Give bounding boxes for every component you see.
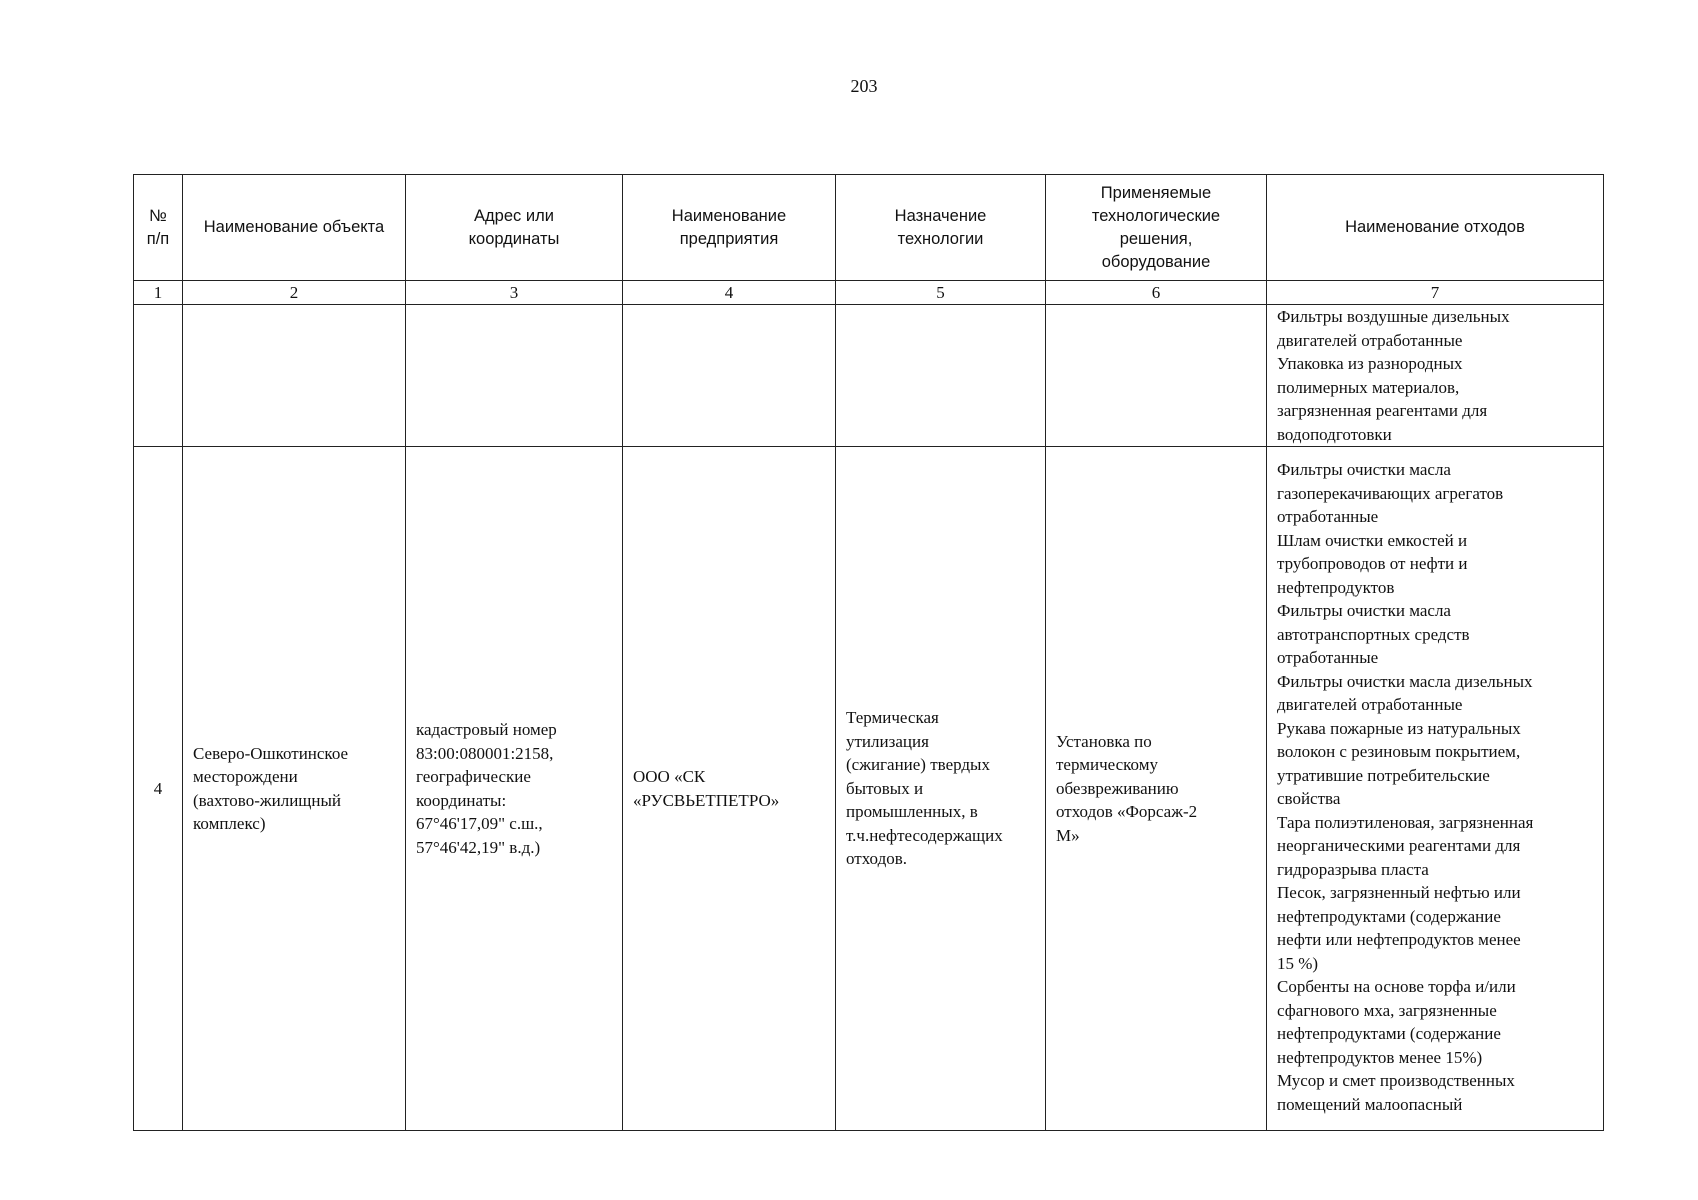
text-line: Установка по <box>1056 731 1152 751</box>
text-line: 83:00:080001:2158, <box>416 743 554 763</box>
equipment <box>1046 447 1267 1131</box>
table-row-continued <box>134 305 1604 447</box>
text-line: водоподготовки <box>1277 424 1392 444</box>
text-line: утратившие потребительские <box>1277 765 1490 785</box>
empty-cell <box>836 305 1046 447</box>
text-line: Фильтры очистки масла <box>1277 601 1451 620</box>
header-cell-number <box>134 175 183 281</box>
header-text <box>836 205 1045 251</box>
column-number: 1 <box>134 281 183 305</box>
header-row <box>134 175 1604 281</box>
text-line: Сорбенты на основе торфа и/или <box>1277 977 1516 996</box>
header-text <box>1046 182 1266 274</box>
text-line: Северо-Ошкотинское <box>193 743 349 763</box>
waste-list <box>1267 447 1604 1131</box>
column-number: 4 <box>623 281 836 305</box>
text-line: сфагнового мха, загрязненные <box>1277 1000 1497 1020</box>
text-line: нефтепродуктами (содержание <box>1277 906 1501 926</box>
enterprise-name <box>623 447 836 1131</box>
header-cell-enterprise <box>623 175 836 281</box>
header-line: Наименование отходов <box>1345 218 1525 236</box>
text-line: (сжигание) твердых <box>846 755 990 775</box>
text-line: Фильтры очистки масла дизельных <box>1277 671 1533 691</box>
header-cell-purpose <box>836 175 1046 281</box>
text-line: нефти или нефтепродуктов менее <box>1277 930 1521 949</box>
empty-cell <box>134 305 183 447</box>
text-line: 57°46'42,19" в.д.) <box>416 837 541 857</box>
waste-facilities-table <box>133 174 1604 1131</box>
header-line: предприятия <box>679 229 779 248</box>
text-line: нефтепродуктов менее 15%) <box>1277 1047 1483 1067</box>
text-line: координаты: <box>416 790 507 810</box>
header-cell-object <box>183 175 406 281</box>
header-line: Адрес или <box>474 206 554 225</box>
text-line: 67°46'17,09" с.ш., <box>416 814 543 833</box>
header-line: технологические <box>1091 206 1221 225</box>
header-line: решения, <box>1119 229 1193 248</box>
text-line: географические <box>416 767 531 786</box>
text-line: Упаковка из разнородных <box>1277 354 1463 373</box>
text-line: (вахтово-жилищный <box>193 790 341 810</box>
text-line: Песок, загрязненный нефтью или <box>1277 883 1521 902</box>
text-line: Фильтры очистки масла <box>1277 460 1451 479</box>
text-line: Мусор и смет производственных <box>1277 1071 1515 1090</box>
text-line: «РУСВЬЕТПЕТРО» <box>633 790 780 810</box>
header-cell-equipment <box>1046 175 1267 281</box>
text-line: месторождени <box>193 767 298 786</box>
text-line: Рукава пожарные из натуральных <box>1277 718 1521 738</box>
header-cell-waste <box>1267 175 1604 281</box>
text-line: утилизация <box>846 731 929 751</box>
text-line: т.ч.нефтесодержащих <box>846 825 1003 845</box>
text-line: нефтепродуктами (содержание <box>1277 1024 1501 1043</box>
text-line: промышленных, в <box>846 802 978 822</box>
text-line: Шлам очистки емкостей и <box>1277 530 1468 550</box>
text-line: Термическая <box>846 708 939 728</box>
text-line: кадастровый номер <box>416 720 557 739</box>
text-line: помещений малоопасный <box>1277 1094 1463 1114</box>
text-line: двигателей отработанные <box>1277 330 1463 350</box>
table-row <box>134 447 1604 1131</box>
text-line: Фильтры воздушные дизельных <box>1277 307 1510 326</box>
page-number: 203 <box>850 76 878 96</box>
header-text <box>1267 216 1603 239</box>
text-line: Тара полиэтиленовая, загрязненная <box>1277 812 1534 832</box>
column-number: 6 <box>1046 281 1267 305</box>
text-line: отработанные <box>1277 507 1379 526</box>
text-line: газоперекачивающих агрегатов <box>1277 483 1504 503</box>
text-line: отходов. <box>846 849 907 869</box>
object-name <box>183 447 406 1131</box>
text-line: отработанные <box>1277 648 1379 667</box>
empty-cell <box>1046 305 1267 447</box>
header-text <box>183 216 405 239</box>
row-number: 4 <box>134 447 183 1131</box>
column-number-row <box>134 281 1604 305</box>
text-line: свойства <box>1277 789 1341 808</box>
text-line: полимерных материалов, <box>1277 377 1460 397</box>
text-line: неорганическими реагентами для <box>1277 836 1521 855</box>
text-line: нефтепродуктов <box>1277 577 1395 597</box>
text-line: ООО «СК <box>633 767 706 786</box>
text-line: гидроразрыва пласта <box>1277 859 1429 879</box>
column-number: 3 <box>406 281 623 305</box>
header-line: Назначение <box>894 206 987 225</box>
header-line: Применяемые <box>1100 183 1212 202</box>
header-line: Наименование <box>671 206 787 225</box>
text-line: двигателей отработанные <box>1277 695 1463 714</box>
waste-list-continued <box>1267 305 1604 447</box>
text-line: бытовых и <box>846 778 924 798</box>
text-line: 15 %) <box>1277 953 1319 973</box>
header-line: п/п <box>146 229 170 248</box>
text-line: трубопроводов от нефти и <box>1277 554 1468 573</box>
header-line: координаты <box>468 229 560 248</box>
empty-cell <box>183 305 406 447</box>
technology-purpose <box>836 447 1046 1131</box>
column-number: 7 <box>1267 281 1604 305</box>
text-line: М» <box>1056 825 1080 845</box>
text-line: комплекс) <box>193 814 266 833</box>
text-line: загрязненная реагентами для <box>1277 401 1488 420</box>
header-text <box>134 205 182 251</box>
header-line: Наименование объекта <box>203 218 385 236</box>
column-number: 5 <box>836 281 1046 305</box>
column-number: 2 <box>183 281 406 305</box>
header-text <box>623 205 835 251</box>
text-line: термическому <box>1056 755 1158 775</box>
text-line: отходов «Форсаж-2 <box>1056 802 1198 822</box>
header-line: технологии <box>897 229 984 248</box>
header-text <box>406 205 622 251</box>
text-line: обезвреживанию <box>1056 778 1179 798</box>
empty-cell <box>623 305 836 447</box>
header-line: оборудование <box>1101 252 1211 271</box>
header-cell-address <box>406 175 623 281</box>
address-coordinates <box>406 447 623 1131</box>
header-line: № <box>149 206 167 225</box>
text-line: автотранспортных средств <box>1277 624 1470 644</box>
text-line: волокон с резиновым покрытием, <box>1277 742 1521 761</box>
empty-cell <box>406 305 623 447</box>
